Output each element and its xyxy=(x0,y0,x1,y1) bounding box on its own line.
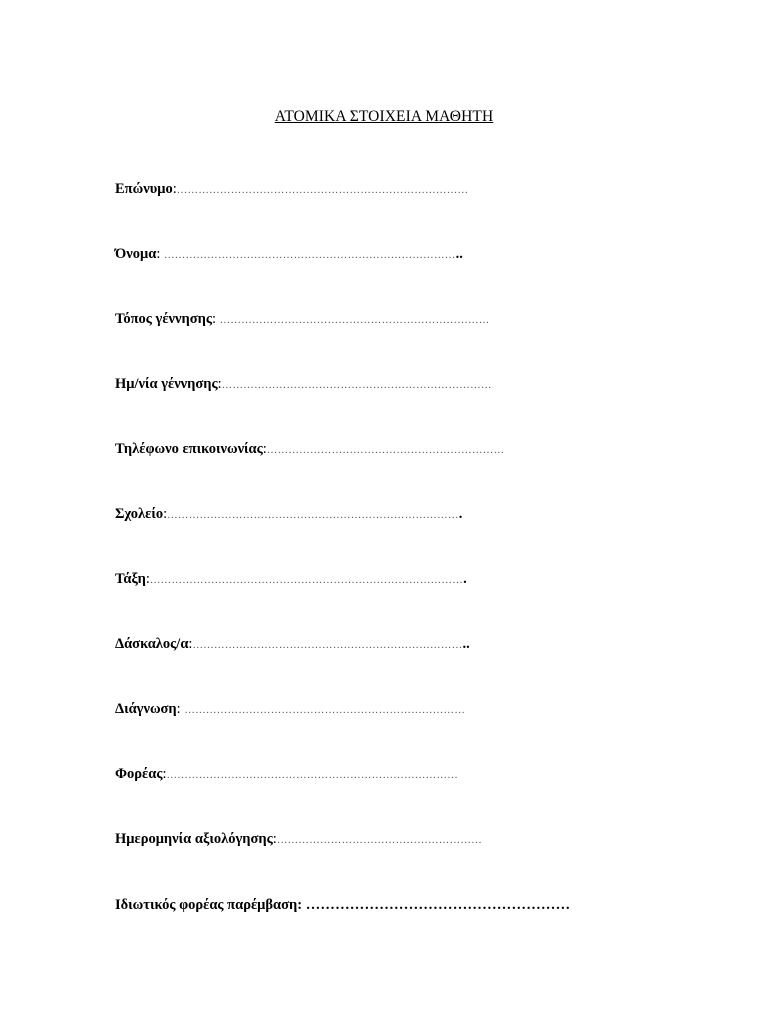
field-label: Επώνυμο xyxy=(115,181,173,197)
field-dots: ………………………………………………………… xyxy=(266,445,505,456)
field-colon: : xyxy=(211,311,220,327)
field-colon: : xyxy=(297,897,306,913)
field-class xyxy=(115,570,467,590)
field-agency xyxy=(115,765,458,785)
field-label: Τάξη xyxy=(115,571,146,587)
field-label: Ημερομηνία αξιολόγησης xyxy=(115,831,273,847)
field-label: Όνομα xyxy=(115,246,157,262)
field-dots: ……………………………………………………………………… xyxy=(163,250,456,261)
field-label: Διάγνωση xyxy=(115,701,177,717)
field-colon: : xyxy=(176,701,185,717)
field-phone xyxy=(115,440,504,460)
field-label: Ιδιωτικός φορέας παρέμβαση xyxy=(115,897,298,913)
field-dots: …………………………………………………………………… xyxy=(184,705,466,716)
field-colon: : xyxy=(262,441,267,457)
field-school xyxy=(115,505,462,525)
field-first-name xyxy=(115,245,463,265)
field-private-agency xyxy=(115,896,570,914)
document-title: ΑΤΟΜΙΚΑ ΣΤΟΙΧΕΙΑ ΜΑΘΗΤΗ xyxy=(274,108,494,125)
field-colon: : xyxy=(172,181,177,197)
field-colon: : xyxy=(156,246,164,262)
field-label: Τηλέφωνο επικοινωνίας xyxy=(115,441,263,457)
field-colon: : xyxy=(272,831,277,847)
field-colon: : xyxy=(145,571,150,587)
field-dots: ………………………………………………………………… xyxy=(192,640,463,651)
field-colon: : xyxy=(188,636,193,652)
field-birthdate xyxy=(115,375,492,395)
field-colon: : xyxy=(163,506,168,522)
field-label: Δάσκαλος/α xyxy=(115,636,189,652)
field-dots: ………………………………………………………………… xyxy=(219,315,490,326)
field-end: .. xyxy=(462,636,470,652)
field-dots: ………………………………………………… xyxy=(276,835,483,846)
field-end: . xyxy=(463,571,467,587)
field-label: Φορέας xyxy=(115,766,163,782)
field-birthplace xyxy=(115,310,490,330)
field-colon: : xyxy=(217,376,222,392)
field-label: Τόπος γέννησης xyxy=(115,311,212,327)
field-label: Σχολείο xyxy=(115,506,164,522)
field-colon: : xyxy=(162,766,167,782)
field-dots: ……………………………………………… xyxy=(305,897,571,913)
field-end: . xyxy=(458,506,463,522)
field-end: .. xyxy=(455,246,463,262)
field-dots: …………………………………………………………………………… xyxy=(149,575,464,586)
field-dots: ……………………………………………………………………… xyxy=(167,510,459,521)
field-dots: ……………………………………………………………………… xyxy=(176,185,469,196)
field-dots: ………………………………………………………………… xyxy=(221,380,492,391)
field-evaluation-date xyxy=(115,830,482,850)
field-diagnosis xyxy=(115,700,465,720)
field-label: Ημ/νία γέννησης xyxy=(115,376,218,392)
field-dots: ……………………………………………………………………… xyxy=(166,770,459,781)
field-surname xyxy=(115,180,468,200)
field-teacher xyxy=(115,635,470,655)
